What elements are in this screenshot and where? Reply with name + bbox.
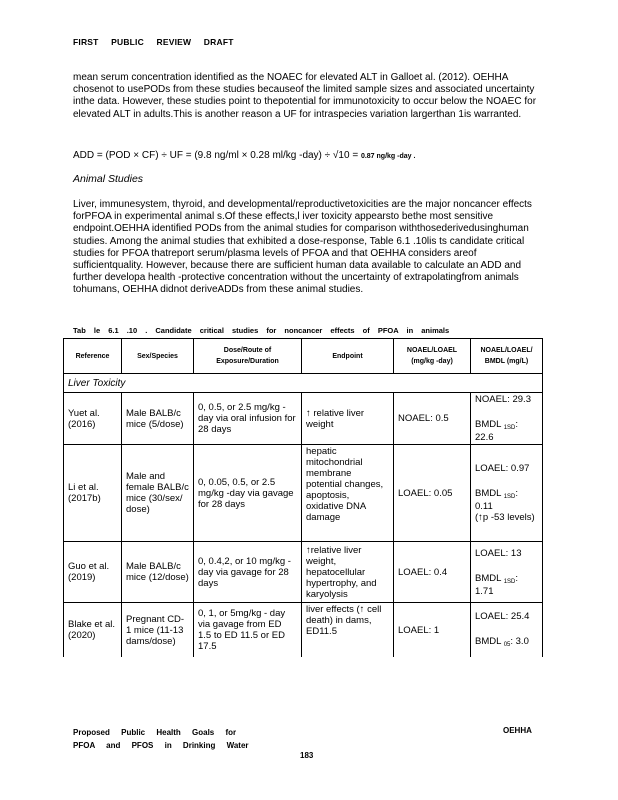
col-endpoint: Endpoint — [302, 339, 394, 374]
cell-noael: NOAEL: 0.5 — [394, 393, 471, 445]
table-section-row — [64, 374, 543, 393]
col-sex-species: Sex/Species — [122, 339, 194, 374]
cell-species: Male and female BALB/c mice (30/sex/ dose) — [122, 445, 194, 542]
bmdl-bottom: BMDL $_{05}$: 3.0 — [475, 636, 529, 648]
cell-noael: LOAEL: 0.4 — [394, 542, 471, 603]
footer-title — [73, 726, 249, 752]
cell-noael: LOAEL: 0.05 — [394, 445, 471, 542]
col-dose-route: Dose/Route of Exposure/Duration — [194, 339, 302, 374]
add-formula — [73, 150, 415, 161]
table-row — [64, 603, 543, 658]
footer-agency: OEHHA — [503, 726, 532, 735]
section-liver-toxicity: Liver Toxicity — [64, 374, 543, 393]
page-number: 183 — [300, 751, 314, 760]
formula-expression: ADD = (POD × CF) ÷ UF = (9.8 ng/ml × 0.28 ml/kg -day) ÷ √10 = — [73, 150, 361, 161]
cell-dose: 0, 0.05, 0.5, or 2.5 mg/kg -day via gavage for 28 days — [194, 445, 302, 542]
cell-bmdl — [471, 542, 543, 603]
table-row — [64, 445, 543, 542]
bmdl-top: LOAEL: 25.4 — [475, 611, 530, 622]
cell-endpoint: ↑ relative liver weight — [302, 393, 394, 445]
bmdl-bottom: BMDL $_{1SD}$: 0.11 — [475, 488, 518, 512]
cell-species: Male BALB/c mice (12/dose) — [122, 542, 194, 603]
cell-endpoint: hepatic mitochondrial membrane potential changes, apoptosis, oxidative DNA damage — [302, 445, 394, 542]
cell-reference: Yuet al. (2016) — [64, 393, 122, 445]
formula-result: 0.87 ng/kg -day . — [360, 153, 416, 160]
cell-dose: 0, 0.5, or 2.5 mg/kg -day via oral infusion for 28 days — [194, 393, 302, 445]
bmdl-bottom: BMDL $_{1SD}$: 22.6 — [475, 419, 518, 443]
cell-bmdl — [471, 393, 543, 445]
bmdl-note: (↑p -53 levels) — [475, 512, 535, 523]
cell-dose: 0, 0.4,2, or 10 mg/kg -day via gavage for 28 days — [194, 542, 302, 603]
paragraph-intro: mean serum concentration identified as the NOAEC for elevated ALT in Galloet al. (2012). OEHHA chosenot to usePODs from these studies becauseof the limited sample sizes and associated uncertainty inthe data. However, these studies point to thepotential for immunotoxicity to occur below the NOAEC for elevated ALT in adults.This is another reason a UF for intraspecies variation largerthan 1is warranted. — [73, 72, 537, 120]
cell-species: Male BALB/c mice (5/dose) — [122, 393, 194, 445]
cell-species: Pregnant CD-1 mice (11-13 dams/dose) — [122, 603, 194, 658]
cell-bmdl — [471, 445, 543, 542]
cell-reference: Blake et al. (2020) — [64, 603, 122, 658]
table-caption: Tab le 6.1 .10 . Candidate critical studies for noncancer effects of PFOA in animals — [73, 326, 450, 335]
bmdl-top: NOAEL: 29.3 — [475, 394, 531, 405]
cell-endpoint: liver effects (↑ cell death) in dams, ED11.5 — [302, 603, 394, 658]
cell-bmdl — [471, 603, 543, 658]
table-row — [64, 393, 543, 445]
table-header-row — [64, 339, 543, 374]
bmdl-top: LOAEL: 13 — [475, 547, 522, 559]
footer-line-1: Proposed Public Health Goals for — [73, 728, 237, 737]
draft-header: FIRST PUBLIC REVIEW DRAFT — [73, 37, 234, 47]
col-bmdl: NOAEL/LOAEL/ BMDL (mg/L) — [471, 339, 543, 374]
footer-line-2: PFOA and PFOS in Drinking Water — [73, 741, 249, 750]
col-reference: Reference — [64, 339, 122, 374]
section-subheading: Animal Studies — [73, 173, 144, 185]
paragraph-animal-studies: Liver, immunesystem, thyroid, and developmental/reproductivetoxicities are the major noncancer effects forPFOA in experimental animal s.Of these effects,l iver toxicity appearsto bethe most sensitive endpoint.OEHHA identified PODs from the animal studies for comparison withthosederivedusinghuman studies. Among the animal studies that exhibited a dose-response, Table 6.1 .10lis ts candidate critical studies for PFOA thatreport serum/plasma levels of PFOA and that OEHHA considers areof sufficientquality. However, because there are sufficient human data available to calculate an ADD and further developa health -protective concentration without the uncertainty of extrapolatingfrom animals tohumans, OEHHA didnot deriveADDs from these animal studies. — [73, 199, 532, 296]
table-row — [64, 542, 543, 603]
cell-reference: Guo et al. (2019) — [64, 542, 122, 603]
col-noael: NOAEL/LOAEL (mg/kg -day) — [394, 339, 471, 374]
candidate-studies-table — [63, 338, 543, 657]
cell-dose: 0, 1, or 5mg/kg - day via gavage from ED 1.5 to ED 11.5 or ED 17.5 — [194, 603, 302, 658]
cell-reference: Li et al. (2017b) — [64, 445, 122, 542]
bmdl-bottom: BMDL $_{1SD}$: 1.71 — [475, 572, 518, 597]
bmdl-top: LOAEL: 0.97 — [475, 463, 530, 474]
cell-noael: LOAEL: 1 — [394, 603, 471, 658]
cell-endpoint: ↑relative liver weight, hepatocellular hypertrophy, and karyolysis — [302, 542, 394, 603]
